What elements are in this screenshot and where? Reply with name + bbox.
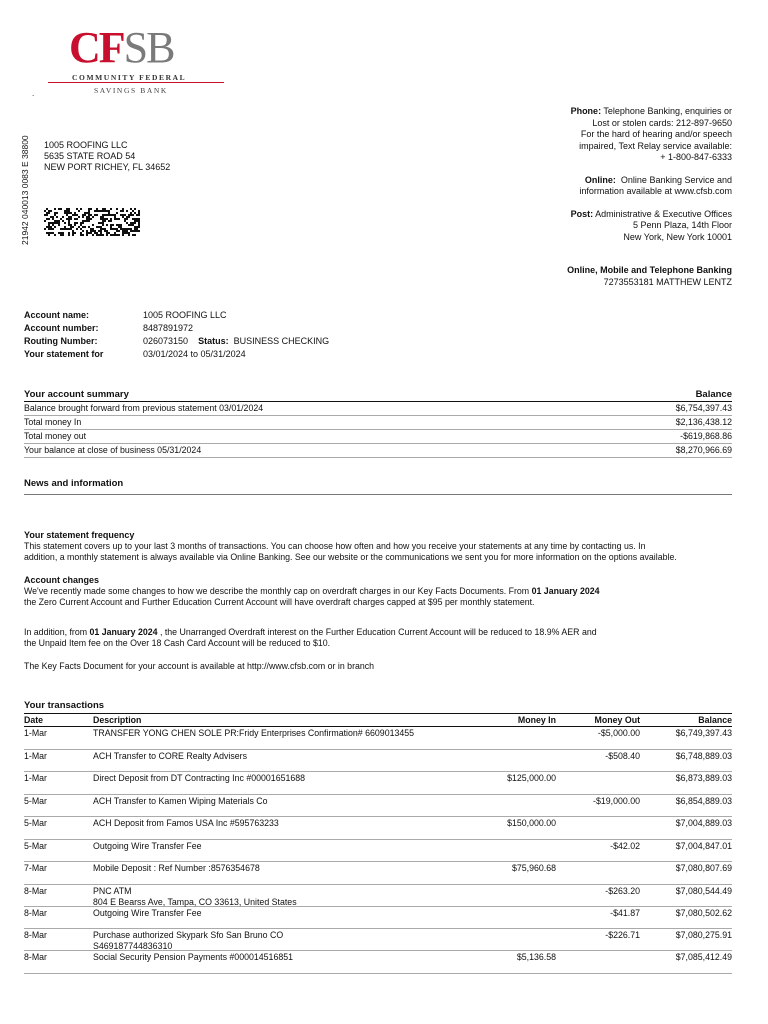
changes-notice-2: In addition, from 01 January 2024 , the Unarranged Overdraft interest on the Further Education Current Account will be reduced to 18.9% AER and the Unpaid Item fee on the Over 18 Cash Card Account will be reduced to $10.: [24, 627, 597, 649]
cell-text: -$19,000.00: [593, 795, 640, 806]
cell-text: $7,004,847.01: [675, 840, 732, 851]
logo-subtitle: COMMUNITY FEDERAL: [72, 73, 187, 82]
cell-bal: [640, 727, 732, 749]
table-row: [24, 727, 732, 750]
account-name-row: Account name: 1005 ROOFING LLC: [24, 310, 227, 320]
mailing-address: [44, 140, 170, 173]
cell-text: $125,000.00: [507, 773, 556, 783]
summary-rows: [24, 402, 732, 458]
cell-text: $6,873,889.03: [675, 773, 732, 783]
cell-text: $150,000.00: [507, 818, 556, 828]
cell-text: 1-Mar: [24, 728, 47, 738]
cell-in: [485, 795, 556, 817]
cell-desc: [93, 929, 485, 950]
cell-text: Direct Deposit from DT Contracting Inc #00001651688: [93, 773, 306, 783]
key-facts-notice: The Key Facts Document for your account is available at http://www.cfsb.com or in branch: [24, 660, 375, 671]
stray-dot: .: [32, 89, 35, 98]
cell-text: -$226.71: [605, 930, 640, 940]
cell-date: [24, 817, 93, 839]
routing-row: Routing Number: 026073150 Status: BUSINESS CHECKING: [24, 336, 330, 346]
account-number-row: Account number: 8487891972: [24, 323, 194, 333]
cell-out: [556, 907, 640, 929]
transactions-header: Date Description Money In Money Out Balance: [24, 715, 732, 725]
news-title: News and information: [24, 478, 124, 489]
summary-row: [24, 416, 732, 430]
table-row: [24, 750, 732, 773]
logo-divider: [48, 82, 224, 83]
transactions-title: Your transactions: [24, 700, 105, 711]
news-section: [24, 478, 732, 495]
cell-out: [556, 795, 640, 817]
cell-out: [556, 862, 640, 884]
cell-in: [485, 727, 556, 749]
barcode-icon: [44, 208, 140, 236]
cell-bal: [640, 817, 732, 839]
summary-label: Total money out: [24, 431, 87, 441]
table-row: [24, 840, 732, 863]
cell-date: [24, 795, 93, 817]
cell-bal: [640, 907, 732, 929]
address-line: 1005 ROOFING LLC: [44, 140, 128, 150]
cell-date: [24, 772, 93, 794]
table-row: [24, 929, 732, 951]
cell-text: TRANSFER YONG CHEN SOLE PR:Fridy Enterprises Confirmation# 6609013455: [93, 728, 415, 738]
cell-bal: [640, 750, 732, 772]
online-block: Online: Online Banking Service and information available at www.cfsb.com: [579, 174, 732, 196]
cell-in: [485, 772, 556, 794]
cell-text: Outgoing Wire Transfer Fee: [93, 840, 202, 851]
cell-text: -$41.87: [610, 907, 640, 918]
omt-block: Online, Mobile and Telephone Banking 7273553181 MATTHEW LENTZ: [567, 265, 732, 287]
cell-text: 8-Mar: [24, 885, 47, 896]
cell-date: [24, 727, 93, 749]
cell-text: ACH Transfer to Kamen Wiping Materials Co: [93, 795, 268, 806]
cell-text: $7,080,275.91: [675, 930, 732, 940]
summary-label: Your balance at close of business 05/31/2024: [24, 445, 202, 455]
notices: [24, 530, 732, 683]
cell-text: 8-Mar: [24, 930, 47, 940]
cell-text: $7,080,807.69: [675, 863, 732, 873]
cell-text: $7,004,889.03: [675, 818, 732, 828]
account-summary: [24, 389, 732, 458]
cell-text: -$5,000.00: [597, 728, 640, 738]
table-row: [24, 907, 732, 930]
cell-desc: [93, 885, 485, 906]
table-row: [24, 862, 732, 885]
summary-row: [24, 430, 732, 444]
cell-text: PNC ATM: [93, 885, 132, 896]
summary-header: Your account summary Balance: [24, 389, 732, 400]
summary-value: -$619,868.86: [680, 431, 732, 441]
logo-subtitle-2: SAVINGS BANK: [94, 86, 168, 95]
cell-text: Purchase authorized Skypark Sfo San Bruno CO: [93, 930, 284, 940]
cell-text-2: 804 E Bearss Ave, Tampa, CO 33613, United States: [93, 896, 297, 907]
summary-label: Balance brought forward from previous statement 03/01/2024: [24, 403, 264, 413]
cell-out: [556, 929, 640, 950]
cell-bal: [640, 772, 732, 794]
cell-text: -$508.40: [605, 750, 640, 761]
summary-value: $2,136,438.12: [675, 417, 732, 427]
cell-date: [24, 750, 93, 772]
cell-in: [485, 750, 556, 772]
cell-text: $75,960.68: [511, 863, 556, 873]
summary-value: $8,270,966.69: [675, 445, 732, 455]
cell-desc: [93, 727, 485, 749]
table-row: [24, 772, 732, 795]
cell-in: [485, 862, 556, 884]
statement-period-row: Your statement for 03/01/2024 to 05/31/2024: [24, 349, 246, 359]
cell-desc: [93, 862, 485, 884]
cell-text: Mobile Deposit : Ref Number :8576354678: [93, 863, 260, 873]
cell-in: [485, 951, 556, 973]
cell-text: 5-Mar: [24, 818, 47, 828]
bank-logo: [44, 23, 229, 96]
cell-out: [556, 840, 640, 862]
logo-letters: CFSB: [69, 23, 174, 72]
contact-info: [472, 106, 732, 299]
cell-date: [24, 929, 93, 950]
frequency-notice: Your statement frequency This statement covers up to your last 3 months of transactions. You can choose how often and how you receive your statements at any time by contacting us. In addition, a monthly statement is always available via Online Banking. See our website or the communications we sent you for more information on the options available.: [24, 530, 677, 563]
cell-in: [485, 929, 556, 950]
cell-text: -$42.02: [610, 840, 640, 851]
cell-text: $7,085,412.49: [675, 952, 732, 962]
changes-notice: Account changes We've recently made some changes to how we describe the monthly cap on overdraft charges in our Key Facts Documents. From 01 January 2024 the Zero Current Account and Further Education Current Account will have overdraft charges capped at $95 per monthly statement.: [24, 574, 600, 608]
cell-text: 8-Mar: [24, 952, 47, 962]
cell-bal: [640, 885, 732, 906]
cell-text: Outgoing Wire Transfer Fee: [93, 907, 202, 918]
table-row: [24, 885, 732, 907]
cell-bal: [640, 840, 732, 862]
post-block: Post: Administrative & Executive Offices 5 Penn Plaza, 14th Floor New York, New York 10001: [570, 208, 732, 242]
summary-row: [24, 402, 732, 416]
cell-desc: [93, 840, 485, 862]
cell-in: [485, 817, 556, 839]
cell-desc: [93, 750, 485, 772]
account-details: [24, 309, 329, 361]
cell-text: ACH Deposit from Famos USA Inc #595763233: [93, 818, 279, 828]
transactions-section: [24, 700, 732, 974]
cell-out: [556, 817, 640, 839]
cell-bal: [640, 951, 732, 973]
cell-desc: [93, 907, 485, 929]
cell-desc: [93, 795, 485, 817]
table-row: [24, 951, 732, 974]
cell-text: Social Security Pension Payments #000014516851: [93, 952, 294, 962]
cell-text: $6,748,889.03: [675, 750, 732, 761]
cell-text: 5-Mar: [24, 840, 47, 851]
cell-bal: [640, 862, 732, 884]
cell-text: ACH Transfer to CORE Realty Advisers: [93, 750, 247, 761]
cell-text: $5,136.58: [516, 952, 556, 962]
cell-out: [556, 772, 640, 794]
cell-date: [24, 907, 93, 929]
mail-routing-code: 21942 040013 0083 E 38800: [20, 135, 30, 245]
cell-in: [485, 840, 556, 862]
cell-out: [556, 727, 640, 749]
cell-text: -$263.20: [605, 885, 640, 896]
table-row: [24, 795, 732, 818]
cell-date: [24, 885, 93, 906]
cell-text: 1-Mar: [24, 773, 47, 783]
transactions-rows: [24, 727, 732, 974]
cell-desc: [93, 772, 485, 794]
cell-text-2: S469187744836310: [93, 941, 173, 951]
cell-out: [556, 885, 640, 906]
address-line: 5635 STATE ROAD 54: [44, 151, 136, 161]
summary-row: [24, 444, 732, 458]
cell-date: [24, 862, 93, 884]
cell-date: [24, 840, 93, 862]
cell-out: [556, 951, 640, 973]
cell-text: 1-Mar: [24, 750, 47, 761]
cell-in: [485, 907, 556, 929]
cell-text: $6,854,889.03: [675, 795, 732, 806]
cell-out: [556, 750, 640, 772]
cell-text: 5-Mar: [24, 795, 47, 806]
summary-value: $6,754,397.43: [675, 403, 732, 413]
cell-bal: [640, 929, 732, 950]
cell-date: [24, 951, 93, 973]
status-value: BUSINESS CHECKING: [233, 336, 330, 346]
summary-label: Total money In: [24, 417, 82, 427]
cell-text: 8-Mar: [24, 907, 47, 918]
cell-text: 7-Mar: [24, 863, 47, 873]
address-line: NEW PORT RICHEY, FL 34652: [44, 162, 171, 172]
cell-text: $7,080,544.49: [675, 885, 732, 896]
cell-bal: [640, 795, 732, 817]
cell-text: $6,749,397.43: [675, 728, 732, 738]
table-row: [24, 817, 732, 840]
cell-desc: [93, 817, 485, 839]
phone-block: Phone: Telephone Banking, enquiries or Lost or stolen cards: 212-897-9650 For the hard of hearing and/or speech impaired, Text Relay service available: + 1-800-847-6333: [570, 106, 732, 162]
cell-desc: [93, 951, 485, 973]
cell-text: $7,080,502.62: [675, 907, 732, 918]
cell-in: [485, 885, 556, 906]
news-rule: [24, 494, 732, 495]
